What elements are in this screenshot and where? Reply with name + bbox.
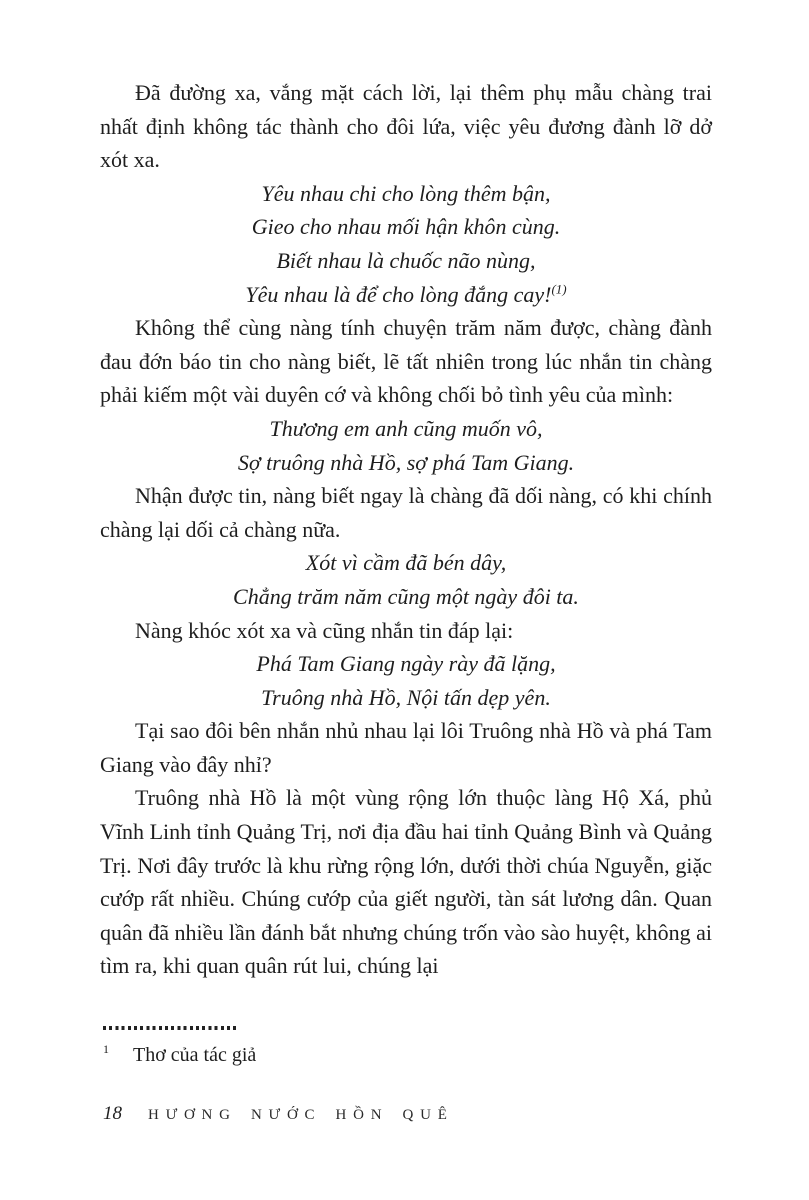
- poem-line: Biết nhau là chuốc não nùng,: [276, 247, 536, 273]
- footnote: [103, 1042, 703, 1068]
- poem-line: Gieo cho nhau mối hận khôn cùng.: [251, 214, 561, 240]
- poem-quote: [100, 647, 712, 714]
- poem-line: Phá Tam Giang ngày rày đã lặng,: [256, 651, 556, 677]
- page-body: [100, 76, 712, 983]
- footnote-text: Thơ của tác giả: [133, 1044, 257, 1066]
- paragraph: Tại sao đôi bên nhắn nhủ nhau lại lôi Truông nhà Hồ và phá Tam Giang vào đây nhỉ?: [100, 718, 712, 777]
- poem-line: Thương em anh cũng muốn vô,: [269, 415, 543, 441]
- paragraph: Đã đường xa, vắng mặt cách lời, lại thêm phụ mẫu chàng trai nhất định không tác thành cho đôi lứa, việc yêu đương đành lỡ dở xót xa.: [100, 80, 712, 173]
- poem-line: Xót vì cầm đã bén dây,: [305, 550, 507, 576]
- poem-line: Chẳng trăm năm cũng một ngày đôi ta.: [233, 583, 579, 609]
- footnote-marker: 1: [103, 1042, 109, 1057]
- poem-quote: [100, 546, 712, 613]
- poem-line: Sợ truông nhà Hồ, sợ phá Tam Giang.: [237, 449, 575, 475]
- poem-line: Truông nhà Hồ, Nội tấn dẹp yên.: [261, 684, 551, 710]
- poem-quote: [100, 412, 712, 479]
- footnote-separator: [103, 1026, 237, 1030]
- running-title: HƯƠNG NƯỚC HỒN QUÊ: [148, 1107, 454, 1123]
- poem-quote: [100, 177, 712, 311]
- paragraph: Không thể cùng nàng tính chuyện trăm năm được, chàng đành đau đớn báo tin cho nàng biết, lẽ tất nhiên trong lúc nhắn tin chàng phải kiếm một vài duyên cớ và không chối bỏ tình yêu của mình:: [100, 315, 712, 408]
- poem-line: Yêu nhau chi cho lòng thêm bận,: [261, 180, 551, 206]
- page-number: 18: [103, 1103, 122, 1124]
- page-footer: [103, 1103, 703, 1125]
- paragraph: Nàng khóc xót xa và cũng nhắn tin đáp lại:: [135, 617, 514, 643]
- poem-line-text: Yêu nhau là để cho lòng đắng cay!: [245, 281, 552, 307]
- paragraph: Nhận được tin, nàng biết ngay là chàng đã dối nàng, có khi chính chàng lại dối cả chàng nữa.: [100, 483, 712, 542]
- footnote-reference: (1): [551, 281, 567, 297]
- paragraph: Truông nhà Hồ là một vùng rộng lớn thuộc làng Hộ Xá, phủ Vĩnh Linh tỉnh Quảng Trị, nơi địa đầu hai tỉnh Quảng Bình và Quảng Trị. Nơi đây trước là khu rừng rộng lớn, dưới thời chúa Nguyễn, giặc cướp rất nhiều. Chúng cướp của giết người, tàn sát lương dân. Quan quân đã nhiều lần đánh bắt nhưng chúng trốn vào sào huyệt, không ai tìm ra, khi quan quân rút lui, chúng lại: [100, 785, 712, 979]
- poem-line: [100, 278, 712, 312]
